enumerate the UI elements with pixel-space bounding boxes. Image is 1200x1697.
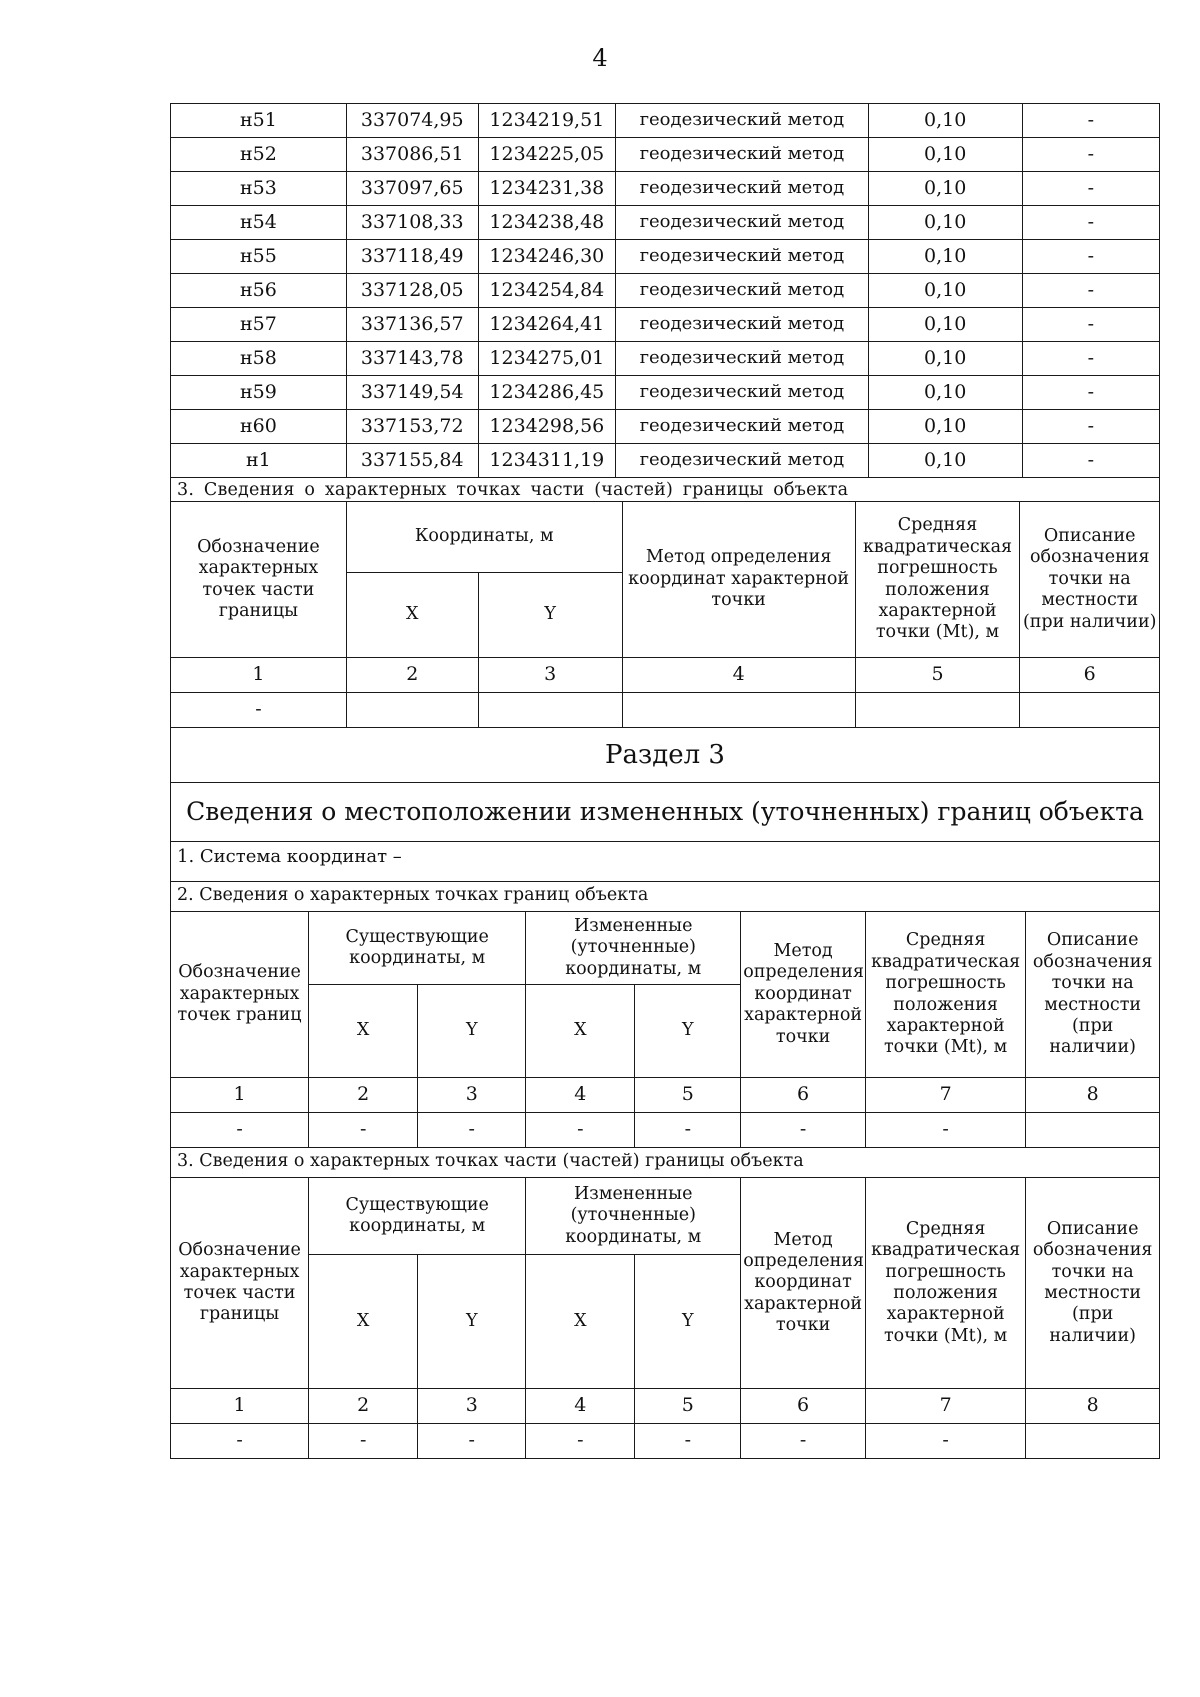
- header-y: Y: [478, 573, 622, 658]
- table-cell: [346, 693, 478, 728]
- cell-method: геодезический метод: [616, 444, 869, 478]
- cell-y: 1234231,38: [478, 172, 615, 206]
- table-cell: 4: [526, 1389, 635, 1424]
- cell-y: 1234225,05: [478, 138, 615, 172]
- header-desc: Описание обозначения точки на местности (при наличии): [1020, 502, 1160, 658]
- table-cell: -: [418, 1424, 526, 1459]
- cell-y: 1234286,45: [478, 376, 615, 410]
- header-desc: Описание обозначения точки на местности (при наличии): [1026, 912, 1160, 1078]
- section3-title: Раздел 3: [170, 728, 1160, 783]
- cell-error: 0,10: [868, 444, 1022, 478]
- points-table: [170, 103, 1160, 478]
- table-cell: 7: [865, 1389, 1025, 1424]
- cell-y: 1234246,30: [478, 240, 615, 274]
- table-row: [171, 693, 1160, 728]
- header-error: Средняя квадратическая погрешность положения характерной точки (Mt), м: [865, 912, 1025, 1078]
- cell-error: 0,10: [868, 138, 1022, 172]
- header-changed: Измененные (уточненные) координаты, м: [526, 1178, 741, 1255]
- column-numbers-row: [171, 1078, 1160, 1113]
- header-method: Метод определения координат характерной точки: [741, 1178, 866, 1389]
- section3-subtitle: Сведения о местоположении измененных (уточненных) границ объекта: [170, 783, 1160, 842]
- table-cell: 2: [309, 1389, 418, 1424]
- table-cell: -: [309, 1424, 418, 1459]
- table-cell: 8: [1026, 1078, 1160, 1113]
- cell-point: н53: [171, 172, 347, 206]
- header-point: Обозначение характерных точек границ: [171, 912, 309, 1078]
- table-row: [171, 308, 1160, 342]
- header-x: X: [309, 1255, 418, 1389]
- header-y: Y: [635, 985, 741, 1078]
- document-body: [170, 103, 1160, 1459]
- table-cell: 5: [635, 1078, 741, 1113]
- table-cell: [1026, 1424, 1160, 1459]
- cell-y: 1234275,01: [478, 342, 615, 376]
- table-cell: 1: [171, 658, 347, 693]
- cell-method: геодезический метод: [616, 410, 869, 444]
- table-row: [171, 410, 1160, 444]
- cell-y: 1234311,19: [478, 444, 615, 478]
- table-row: [171, 342, 1160, 376]
- cell-point: н60: [171, 410, 347, 444]
- table-cell: -: [741, 1113, 866, 1148]
- cell-y: 1234264,41: [478, 308, 615, 342]
- cell-method: геодезический метод: [616, 342, 869, 376]
- cell-x: 337136,57: [346, 308, 478, 342]
- cell-desc: -: [1022, 444, 1159, 478]
- header-error: Средняя квадратическая погрешность положения характерной точки (Mt), м: [865, 1178, 1025, 1389]
- table-cell: -: [865, 1424, 1025, 1459]
- table-cell: 3: [418, 1389, 526, 1424]
- cell-point: н57: [171, 308, 347, 342]
- header-point: Обозначение характерных точек части границы: [171, 1178, 309, 1389]
- cell-method: геодезический метод: [616, 104, 869, 138]
- cell-x: 337086,51: [346, 138, 478, 172]
- cell-x: 337118,49: [346, 240, 478, 274]
- table-cell: [855, 693, 1020, 728]
- table-row: [171, 444, 1160, 478]
- cell-desc: -: [1022, 308, 1159, 342]
- header-point: Обозначение характерных точек части границы: [171, 502, 347, 658]
- page-number: 4: [592, 44, 608, 72]
- cell-method: геодезический метод: [616, 308, 869, 342]
- header-x: X: [309, 985, 418, 1078]
- header-error: Средняя квадратическая погрешность положения характерной точки (Mt), м: [855, 502, 1020, 658]
- cell-method: геодезический метод: [616, 240, 869, 274]
- cell-error: 0,10: [868, 274, 1022, 308]
- cell-desc: -: [1022, 138, 1159, 172]
- table-cell: 1: [171, 1078, 309, 1113]
- cell-point: н51: [171, 104, 347, 138]
- cell-desc: -: [1022, 240, 1159, 274]
- table-cell: 2: [346, 658, 478, 693]
- points-table-body: [171, 104, 1160, 478]
- table-row: [171, 1424, 1160, 1459]
- header-y: Y: [418, 1255, 526, 1389]
- table-cell: 2: [309, 1078, 418, 1113]
- cell-error: 0,10: [868, 104, 1022, 138]
- header-x: X: [526, 985, 635, 1078]
- header-y: Y: [635, 1255, 741, 1389]
- section3-boundary-table: [170, 912, 1160, 1148]
- table-row: [171, 138, 1160, 172]
- table-cell: -: [171, 693, 347, 728]
- table-cell: -: [171, 1113, 309, 1148]
- table-cell: [1026, 1113, 1160, 1148]
- cell-y: 1234219,51: [478, 104, 615, 138]
- cell-point: н52: [171, 138, 347, 172]
- cell-x: 337097,65: [346, 172, 478, 206]
- table-cell: -: [526, 1113, 635, 1148]
- table-cell: [622, 693, 855, 728]
- header-existing: Существующие координаты, м: [309, 1178, 526, 1255]
- table-row: [171, 274, 1160, 308]
- header-changed: Измененные (уточненные) координаты, м: [526, 912, 741, 985]
- cell-x: 337128,05: [346, 274, 478, 308]
- cell-point: н59: [171, 376, 347, 410]
- table-row: [171, 172, 1160, 206]
- header-desc: Описание обозначения точки на местности (при наличии): [1026, 1178, 1160, 1389]
- cell-error: 0,10: [868, 376, 1022, 410]
- cell-desc: -: [1022, 206, 1159, 240]
- cell-desc: -: [1022, 172, 1159, 206]
- cell-desc: -: [1022, 104, 1159, 138]
- cell-method: геодезический метод: [616, 206, 869, 240]
- header-coords: Координаты, м: [346, 502, 622, 573]
- table-cell: 3: [478, 658, 622, 693]
- cell-x: 337108,33: [346, 206, 478, 240]
- header-method: Метод определения координат характерной точки: [741, 912, 866, 1078]
- section3-boundary-caption: 2. Сведения о характерных точках границ объекта: [170, 882, 1160, 912]
- cell-method: геодезический метод: [616, 138, 869, 172]
- table-cell: 7: [865, 1078, 1025, 1113]
- table-cell: 1: [171, 1389, 309, 1424]
- table-cell: [478, 693, 622, 728]
- table-cell: 5: [635, 1389, 741, 1424]
- cell-point: н58: [171, 342, 347, 376]
- cell-error: 0,10: [868, 206, 1022, 240]
- cell-method: геодезический метод: [616, 172, 869, 206]
- cell-desc: -: [1022, 376, 1159, 410]
- table-row: [171, 206, 1160, 240]
- cell-error: 0,10: [868, 308, 1022, 342]
- table-cell: 8: [1026, 1389, 1160, 1424]
- table-cell: 4: [622, 658, 855, 693]
- cell-desc: -: [1022, 274, 1159, 308]
- header-x: X: [346, 573, 478, 658]
- cell-y: 1234238,48: [478, 206, 615, 240]
- section2-part-table: [170, 502, 1160, 728]
- cell-x: 337153,72: [346, 410, 478, 444]
- cell-x: 337149,54: [346, 376, 478, 410]
- cell-x: 337074,95: [346, 104, 478, 138]
- cell-desc: -: [1022, 410, 1159, 444]
- column-numbers-row: [171, 658, 1160, 693]
- table-cell: -: [635, 1424, 741, 1459]
- cell-y: 1234298,56: [478, 410, 615, 444]
- table-cell: 3: [418, 1078, 526, 1113]
- table-cell: -: [418, 1113, 526, 1148]
- table-cell: -: [526, 1424, 635, 1459]
- cell-method: геодезический метод: [616, 376, 869, 410]
- table-row: [171, 240, 1160, 274]
- table-row: [171, 376, 1160, 410]
- section2-part-caption: 3. Сведения о характерных точках части (частей) границы объекта: [170, 478, 1160, 502]
- cell-y: 1234254,84: [478, 274, 615, 308]
- header-method: Метод определения координат характерной точки: [622, 502, 855, 658]
- cell-error: 0,10: [868, 240, 1022, 274]
- cell-error: 0,10: [868, 410, 1022, 444]
- header-x: X: [526, 1255, 635, 1389]
- table-row: [171, 1113, 1160, 1148]
- section3-part-caption: 3. Сведения о характерных точках части (частей) границы объекта: [170, 1148, 1160, 1178]
- table-cell: -: [309, 1113, 418, 1148]
- cell-error: 0,10: [868, 342, 1022, 376]
- table-cell: -: [171, 1424, 309, 1459]
- cell-error: 0,10: [868, 172, 1022, 206]
- header-existing: Существующие координаты, м: [309, 912, 526, 985]
- table-cell: 6: [1020, 658, 1160, 693]
- table-row: [171, 104, 1160, 138]
- table-cell: 4: [526, 1078, 635, 1113]
- cell-x: 337155,84: [346, 444, 478, 478]
- cell-x: 337143,78: [346, 342, 478, 376]
- header-y: Y: [418, 985, 526, 1078]
- cell-point: н54: [171, 206, 347, 240]
- cell-point: н1: [171, 444, 347, 478]
- table-cell: [1020, 693, 1160, 728]
- section3-part-table: [170, 1178, 1160, 1459]
- cell-desc: -: [1022, 342, 1159, 376]
- coord-system-line: 1. Система координат –: [170, 842, 1160, 882]
- table-cell: -: [635, 1113, 741, 1148]
- cell-point: н56: [171, 274, 347, 308]
- cell-method: геодезический метод: [616, 274, 869, 308]
- table-cell: -: [865, 1113, 1025, 1148]
- table-cell: 5: [855, 658, 1020, 693]
- table-cell: 6: [741, 1389, 866, 1424]
- table-cell: 6: [741, 1078, 866, 1113]
- cell-point: н55: [171, 240, 347, 274]
- table-cell: -: [741, 1424, 866, 1459]
- column-numbers-row: [171, 1389, 1160, 1424]
